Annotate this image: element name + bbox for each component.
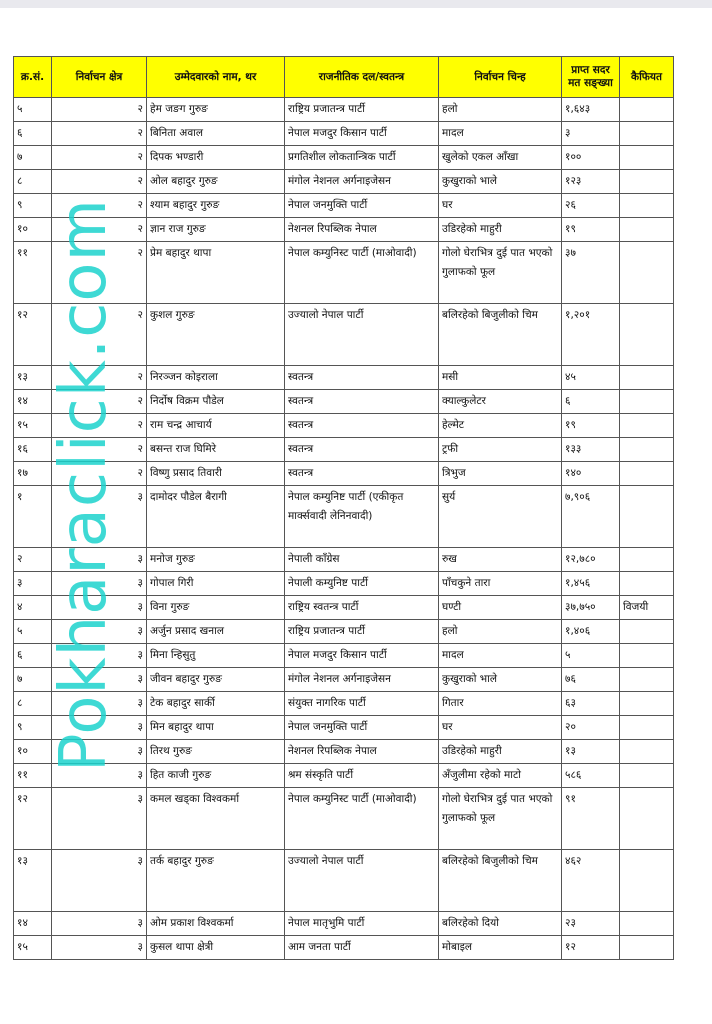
cell-sn: ११	[14, 242, 52, 304]
cell-votes: १,६४३	[562, 98, 620, 122]
table-row	[14, 850, 674, 912]
cell-party: नेपाल जनमुक्ति पार्टी	[285, 716, 439, 740]
cell-remarks	[620, 242, 674, 304]
cell-candidate: कुशल गुरुङ	[147, 304, 285, 366]
cell-votes: ४६२	[562, 850, 620, 912]
cell-remarks	[620, 850, 674, 912]
cell-candidate: जीवन बहादुर गुरुङ	[147, 668, 285, 692]
table-row	[14, 98, 674, 122]
cell-remarks	[620, 764, 674, 788]
cell-remarks	[620, 304, 674, 366]
cell-constituency: ३	[52, 912, 147, 936]
cell-party: नेपाल कम्युनिष्ट पार्टी (एकीकृत मार्क्सवादी लेनिनवादी)	[285, 486, 439, 548]
cell-symbol: मसी	[439, 366, 562, 390]
cell-candidate: हित काजी गुरुङ	[147, 764, 285, 788]
cell-remarks	[620, 788, 674, 850]
cell-constituency: ३	[52, 644, 147, 668]
cell-symbol: मोबाइल	[439, 936, 562, 960]
cell-constituency: २	[52, 122, 147, 146]
cell-sn: ६	[14, 644, 52, 668]
cell-candidate: मिना न्हिसुतु	[147, 644, 285, 668]
cell-constituency: ३	[52, 692, 147, 716]
header-sn: क्र.सं.	[14, 57, 52, 98]
cell-symbol: घर	[439, 716, 562, 740]
cell-symbol: ट्रफी	[439, 438, 562, 462]
table-row	[14, 462, 674, 486]
cell-symbol: अँजुलीमा रहेको माटो	[439, 764, 562, 788]
cell-sn: १०	[14, 218, 52, 242]
table-row	[14, 788, 674, 850]
table-row	[14, 668, 674, 692]
cell-party: राष्ट्रिय प्रजातन्त्र पार्टी	[285, 620, 439, 644]
table-row	[14, 366, 674, 390]
cell-symbol: घण्टी	[439, 596, 562, 620]
header-row	[14, 57, 674, 98]
cell-constituency: २	[52, 438, 147, 462]
cell-party: राष्ट्रिय प्रजातन्त्र पार्टी	[285, 98, 439, 122]
cell-symbol: बलिरहेको बिजुलीको चिम	[439, 304, 562, 366]
cell-constituency: ३	[52, 788, 147, 850]
cell-remarks	[620, 936, 674, 960]
header-party: राजनीतिक दल/स्वतन्त्र	[285, 57, 439, 98]
header-symbol: निर्वाचन चिन्ह	[439, 57, 562, 98]
cell-remarks	[620, 668, 674, 692]
cell-symbol: सुर्य	[439, 486, 562, 548]
header-remarks: कैफियत	[620, 57, 674, 98]
cell-remarks	[620, 462, 674, 486]
cell-party: नेपाल कम्युनिस्ट पार्टी (माओवादी)	[285, 788, 439, 850]
cell-votes: २०	[562, 716, 620, 740]
cell-votes: १९	[562, 414, 620, 438]
cell-candidate: तिरथ गुरुङ	[147, 740, 285, 764]
cell-symbol: हलो	[439, 98, 562, 122]
cell-remarks	[620, 194, 674, 218]
table-row	[14, 764, 674, 788]
cell-sn: १२	[14, 304, 52, 366]
cell-votes: १३३	[562, 438, 620, 462]
cell-remarks	[620, 170, 674, 194]
cell-constituency: २	[52, 390, 147, 414]
top-bar	[0, 0, 712, 8]
cell-votes: २६	[562, 194, 620, 218]
cell-sn: १३	[14, 366, 52, 390]
cell-sn: १५	[14, 414, 52, 438]
cell-party: स्वतन्त्र	[285, 366, 439, 390]
cell-party: प्रगतिशील लोकतान्त्रिक पार्टी	[285, 146, 439, 170]
cell-sn: ६	[14, 122, 52, 146]
cell-votes: ३	[562, 122, 620, 146]
cell-party: स्वतन्त्र	[285, 414, 439, 438]
cell-party: नेपाल कम्युनिस्ट पार्टी (माओवादी)	[285, 242, 439, 304]
table-row	[14, 146, 674, 170]
cell-votes: ३७,७५०	[562, 596, 620, 620]
cell-candidate: बसन्त राज घिमिरे	[147, 438, 285, 462]
cell-votes: ९१	[562, 788, 620, 850]
cell-symbol: रुख	[439, 548, 562, 572]
cell-votes: ७६	[562, 668, 620, 692]
table-row	[14, 390, 674, 414]
cell-sn: १४	[14, 912, 52, 936]
cell-constituency: २	[52, 242, 147, 304]
cell-candidate: हेम जङग गुरुङ	[147, 98, 285, 122]
cell-party: नेपाल मजदुर किसान पार्टी	[285, 122, 439, 146]
cell-votes: १२३	[562, 170, 620, 194]
cell-sn: २	[14, 548, 52, 572]
table-row	[14, 936, 674, 960]
cell-constituency: ३	[52, 486, 147, 548]
cell-sn: १२	[14, 788, 52, 850]
cell-constituency: ३	[52, 850, 147, 912]
cell-candidate: निर्दोष विक्रम पौडेल	[147, 390, 285, 414]
cell-symbol: गोलो घेराभित्र दुई पात भएको गुलाफको फूल	[439, 788, 562, 850]
cell-party: मंगोल नेशनल अर्गनाइजेसन	[285, 170, 439, 194]
cell-votes: ३७	[562, 242, 620, 304]
cell-remarks	[620, 146, 674, 170]
cell-candidate: गोपाल गिरी	[147, 572, 285, 596]
cell-constituency: २	[52, 414, 147, 438]
cell-constituency: २	[52, 366, 147, 390]
cell-party: राष्ट्रिय स्वतन्त्र पार्टी	[285, 596, 439, 620]
cell-votes: १,४०६	[562, 620, 620, 644]
cell-votes: ६३	[562, 692, 620, 716]
cell-sn: १	[14, 486, 52, 548]
cell-candidate: राम चन्द्र आचार्य	[147, 414, 285, 438]
cell-sn: १६	[14, 438, 52, 462]
cell-symbol: त्रिभुज	[439, 462, 562, 486]
cell-candidate: ज्ञान राज गुरुङ	[147, 218, 285, 242]
cell-symbol: उडिरहेको माहुरी	[439, 218, 562, 242]
cell-symbol: घर	[439, 194, 562, 218]
table-row	[14, 414, 674, 438]
cell-sn: १७	[14, 462, 52, 486]
table-row	[14, 692, 674, 716]
cell-remarks	[620, 644, 674, 668]
cell-candidate: दामोदर पौडेल बैरागी	[147, 486, 285, 548]
cell-party: नेशनल रिपब्लिक नेपाल	[285, 218, 439, 242]
cell-constituency: ३	[52, 764, 147, 788]
cell-remarks	[620, 692, 674, 716]
cell-symbol: कुखुराको भाले	[439, 668, 562, 692]
cell-constituency: ३	[52, 596, 147, 620]
cell-party: नेपाल मातृभुमि पार्टी	[285, 912, 439, 936]
cell-candidate: निरञ्जन कोइराला	[147, 366, 285, 390]
cell-sn: १५	[14, 936, 52, 960]
cell-sn: ७	[14, 146, 52, 170]
cell-symbol: गोलो घेराभित्र दुई पात भएको गुलाफको फूल	[439, 242, 562, 304]
cell-symbol: क्याल्कुलेटर	[439, 390, 562, 414]
header-constituency: निर्वाचन क्षेत्र	[52, 57, 147, 98]
cell-constituency: २	[52, 194, 147, 218]
cell-symbol: बलिरहेको बिजुलीको चिम	[439, 850, 562, 912]
cell-party: स्वतन्त्र	[285, 390, 439, 414]
cell-party: उज्यालो नेपाल पार्टी	[285, 304, 439, 366]
cell-symbol: कुखुराको भाले	[439, 170, 562, 194]
cell-votes: १२,७८०	[562, 548, 620, 572]
cell-votes: १,२०१	[562, 304, 620, 366]
cell-sn: १३	[14, 850, 52, 912]
cell-party: श्रम संस्कृति पार्टी	[285, 764, 439, 788]
cell-symbol: उडिरहेको माहुरी	[439, 740, 562, 764]
header-candidate: उम्मेदवारको नाम, थर	[147, 57, 285, 98]
cell-party: उज्यालो नेपाल पार्टी	[285, 850, 439, 912]
cell-constituency: २	[52, 462, 147, 486]
cell-votes: १३	[562, 740, 620, 764]
cell-constituency: ३	[52, 572, 147, 596]
table-row	[14, 740, 674, 764]
cell-candidate: श्याम बहादुर गुरुङ	[147, 194, 285, 218]
cell-candidate: ओम प्रकाश विश्वकर्मा	[147, 912, 285, 936]
table-row	[14, 218, 674, 242]
cell-party: आम जनता पार्टी	[285, 936, 439, 960]
cell-remarks	[620, 366, 674, 390]
cell-party: संयुक्त नागरिक पार्टी	[285, 692, 439, 716]
cell-remarks	[620, 414, 674, 438]
watermark-text: Pokharaclick.com	[47, 198, 121, 772]
cell-candidate: मनोज गुरुङ	[147, 548, 285, 572]
cell-votes: ७,९०६	[562, 486, 620, 548]
cell-remarks	[620, 390, 674, 414]
cell-candidate: कुसल थापा क्षेत्री	[147, 936, 285, 960]
cell-votes: ५	[562, 644, 620, 668]
cell-candidate: टेक बहादुर सार्की	[147, 692, 285, 716]
cell-votes: १२	[562, 936, 620, 960]
cell-sn: १४	[14, 390, 52, 414]
cell-votes: १९	[562, 218, 620, 242]
cell-symbol: मादल	[439, 644, 562, 668]
cell-party: मंगोल नेशनल अर्गनाइजेसन	[285, 668, 439, 692]
cell-party: नेशनल रिपब्लिक नेपाल	[285, 740, 439, 764]
cell-candidate: विष्णु प्रसाद तिवारी	[147, 462, 285, 486]
table-row	[14, 596, 674, 620]
cell-symbol: गितार	[439, 692, 562, 716]
cell-symbol: मादल	[439, 122, 562, 146]
cell-party: नेपाली कम्युनिष्ट पार्टी	[285, 572, 439, 596]
cell-remarks	[620, 548, 674, 572]
table-row	[14, 912, 674, 936]
cell-symbol: हेल्मेट	[439, 414, 562, 438]
cell-votes: ५८६	[562, 764, 620, 788]
cell-party: नेपाल मजदुर किसान पार्टी	[285, 644, 439, 668]
cell-party: स्वतन्त्र	[285, 438, 439, 462]
cell-constituency: २	[52, 304, 147, 366]
cell-symbol: पाँचकुने तारा	[439, 572, 562, 596]
cell-votes: १४०	[562, 462, 620, 486]
cell-remarks	[620, 438, 674, 462]
cell-candidate: विना गुरुङ	[147, 596, 285, 620]
cell-party: नेपाल जनमुक्ति पार्टी	[285, 194, 439, 218]
cell-constituency: ३	[52, 668, 147, 692]
cell-sn: ९	[14, 194, 52, 218]
cell-constituency: ३	[52, 548, 147, 572]
cell-remarks	[620, 912, 674, 936]
cell-remarks	[620, 740, 674, 764]
cell-sn: ८	[14, 170, 52, 194]
cell-symbol: बलिरहेको दियो	[439, 912, 562, 936]
cell-sn: ७	[14, 668, 52, 692]
cell-remarks	[620, 572, 674, 596]
cell-sn: ११	[14, 764, 52, 788]
cell-constituency: ३	[52, 936, 147, 960]
results-table	[13, 56, 674, 960]
cell-votes: ६	[562, 390, 620, 414]
cell-sn: ४	[14, 596, 52, 620]
table-row	[14, 170, 674, 194]
cell-sn: १०	[14, 740, 52, 764]
cell-constituency: ३	[52, 740, 147, 764]
cell-symbol: खुलेको एकल आँखा	[439, 146, 562, 170]
table-row	[14, 548, 674, 572]
cell-votes: २३	[562, 912, 620, 936]
cell-constituency: २	[52, 170, 147, 194]
table-row	[14, 572, 674, 596]
table-row	[14, 716, 674, 740]
cell-candidate: दिपक भण्डारी	[147, 146, 285, 170]
table-row	[14, 486, 674, 548]
cell-candidate: कमल खड्का विश्वकर्मा	[147, 788, 285, 850]
cell-sn: ५	[14, 98, 52, 122]
table-row	[14, 620, 674, 644]
cell-remarks	[620, 98, 674, 122]
cell-constituency: ३	[52, 620, 147, 644]
cell-symbol: हलो	[439, 620, 562, 644]
cell-candidate: अर्जुन प्रसाद खनाल	[147, 620, 285, 644]
cell-remarks	[620, 122, 674, 146]
cell-constituency: २	[52, 146, 147, 170]
table-row	[14, 304, 674, 366]
cell-candidate: तर्क बहादुर गुरुङ	[147, 850, 285, 912]
table-row	[14, 644, 674, 668]
cell-remarks	[620, 218, 674, 242]
cell-candidate: मिन बहादुर थापा	[147, 716, 285, 740]
table-row	[14, 242, 674, 304]
table-row	[14, 438, 674, 462]
cell-constituency: ३	[52, 716, 147, 740]
cell-remarks: विजयी	[620, 596, 674, 620]
cell-sn: ८	[14, 692, 52, 716]
cell-party: नेपाली काँग्रेस	[285, 548, 439, 572]
cell-sn: ३	[14, 572, 52, 596]
cell-votes: १००	[562, 146, 620, 170]
cell-remarks	[620, 716, 674, 740]
cell-sn: ५	[14, 620, 52, 644]
cell-candidate: प्रेम बहादुर थापा	[147, 242, 285, 304]
table-row	[14, 194, 674, 218]
cell-constituency: २	[52, 98, 147, 122]
cell-remarks	[620, 620, 674, 644]
cell-remarks	[620, 486, 674, 548]
cell-votes: ४५	[562, 366, 620, 390]
cell-party: स्वतन्त्र	[285, 462, 439, 486]
table-row	[14, 122, 674, 146]
cell-candidate: ओल बहादुर गुरुङ	[147, 170, 285, 194]
cell-sn: ९	[14, 716, 52, 740]
cell-votes: १,४५६	[562, 572, 620, 596]
cell-candidate: बिनिता अवाल	[147, 122, 285, 146]
cell-constituency: २	[52, 218, 147, 242]
header-votes: प्राप्त सदर मत सङ्ख्या	[562, 57, 620, 98]
